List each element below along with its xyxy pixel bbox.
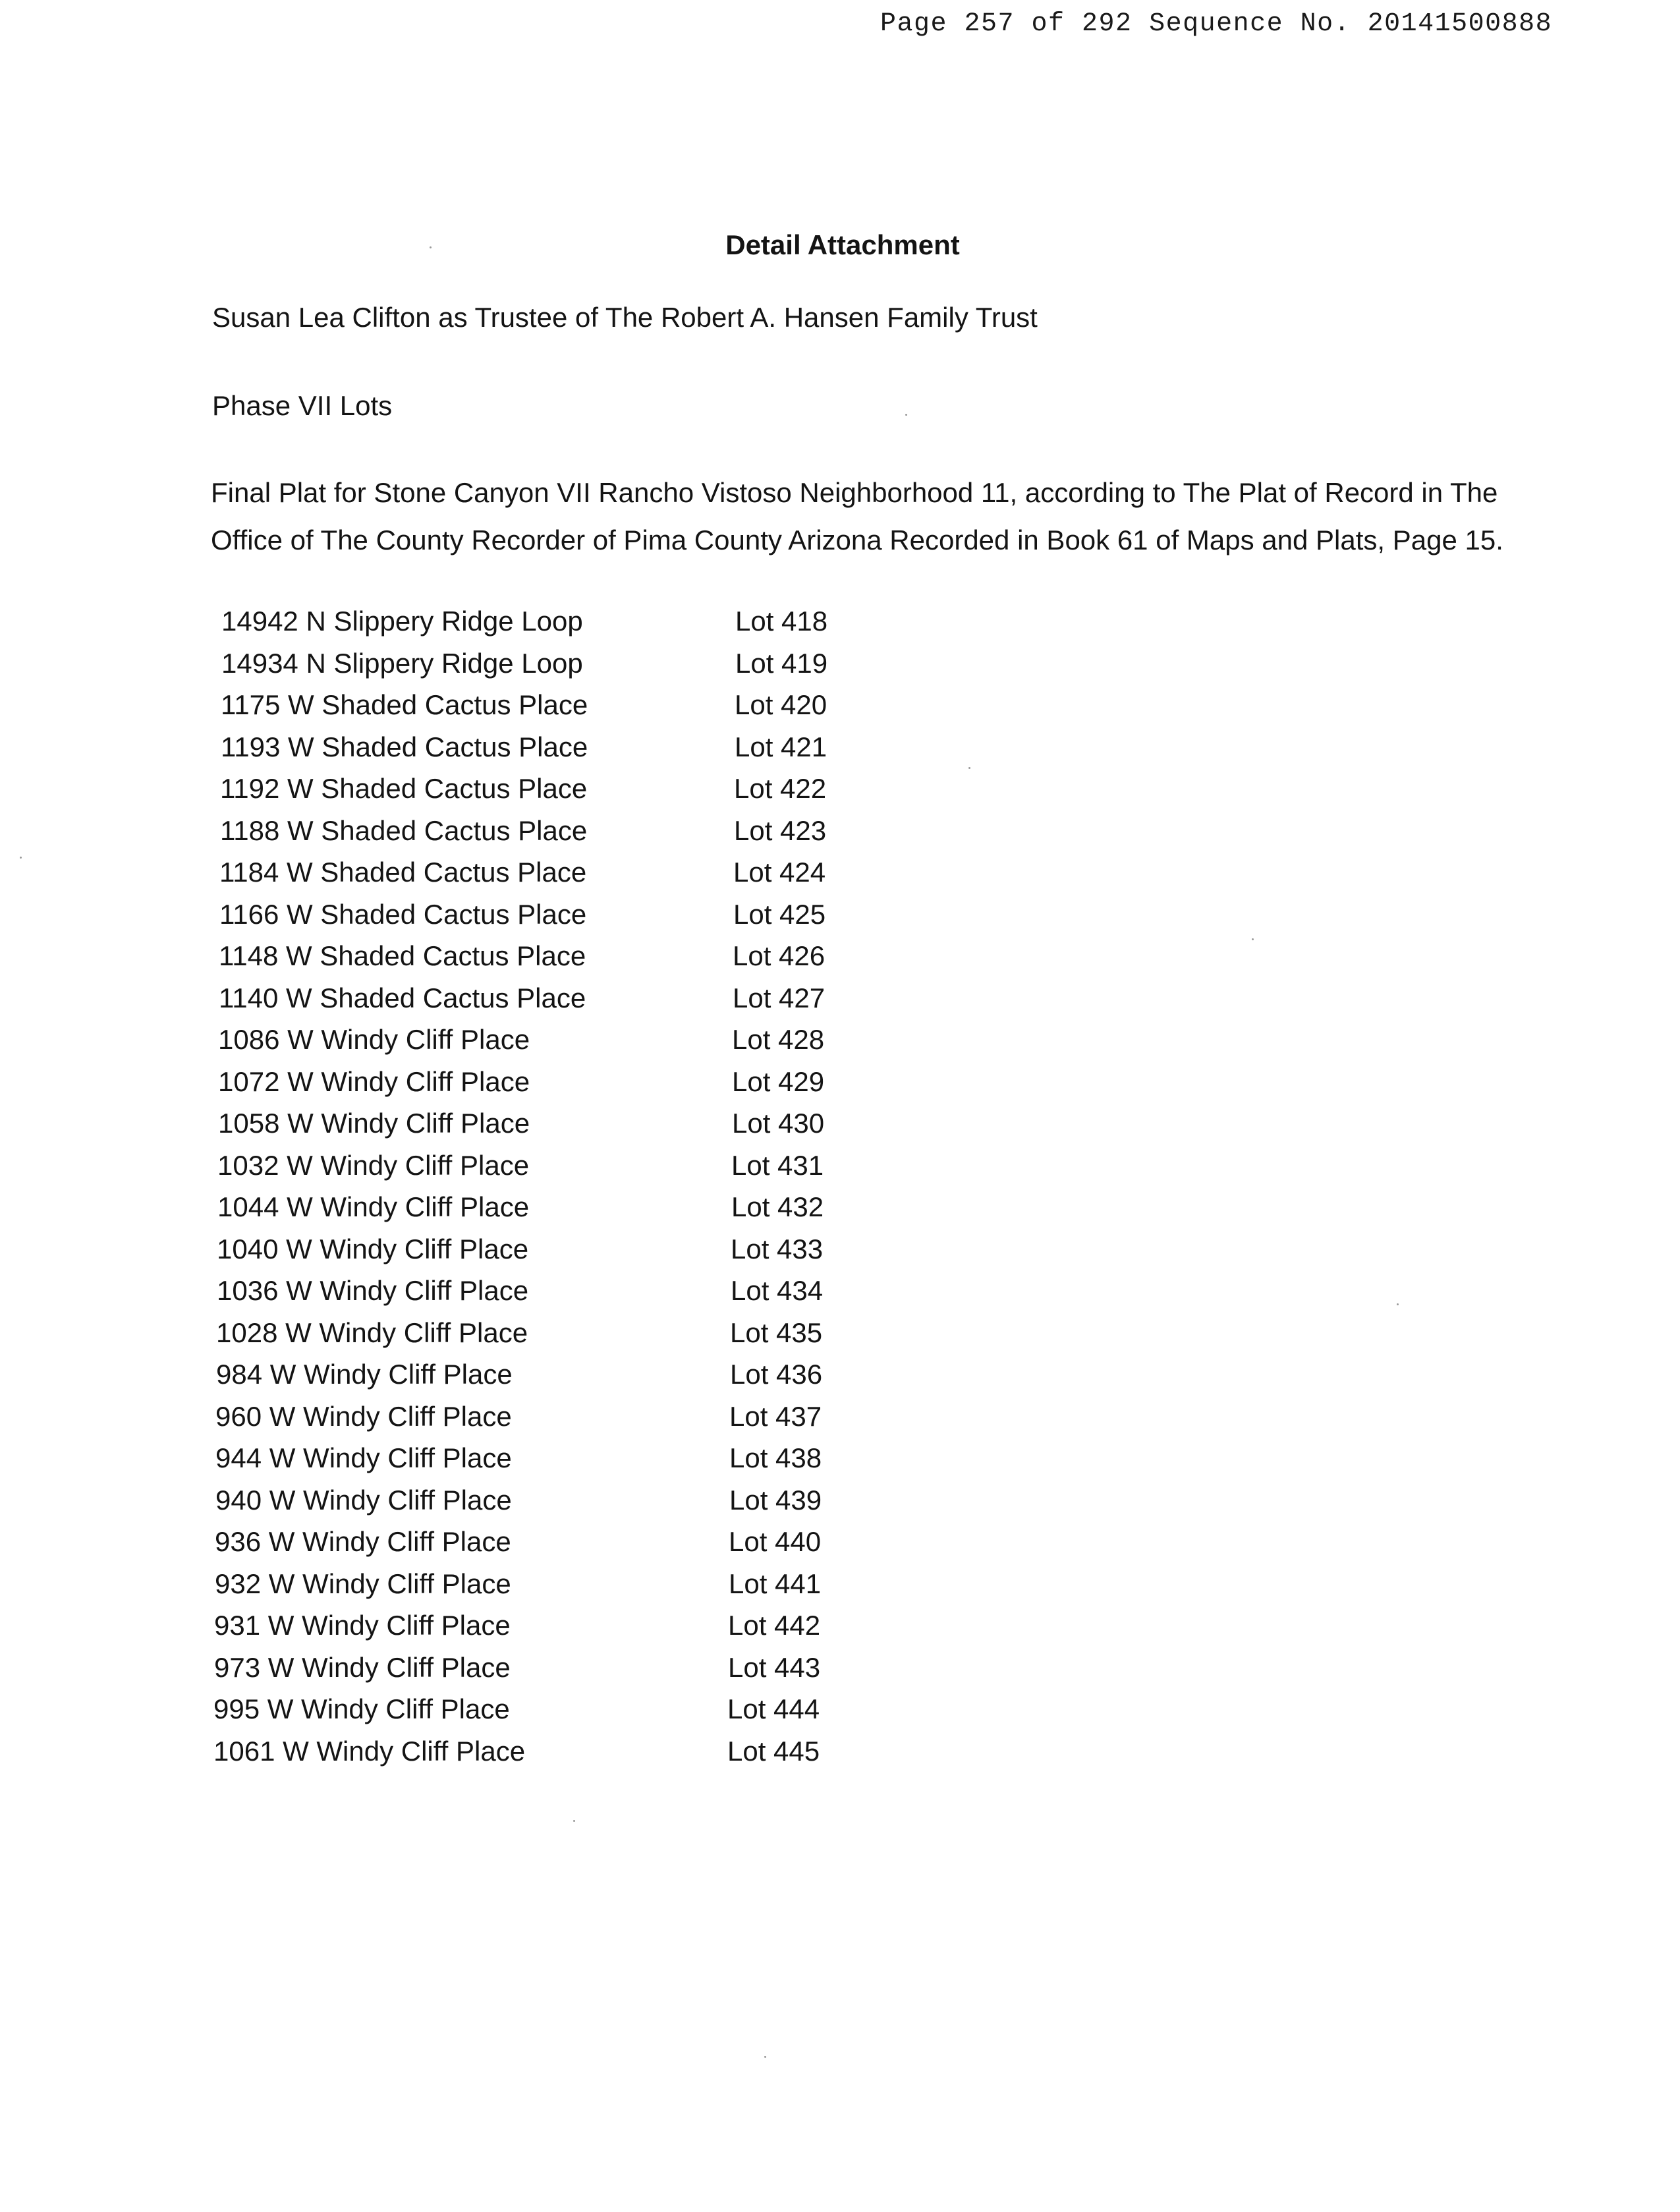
document-title: Detail Attachment [725,229,960,260]
lot-row [203,1526,928,1568]
lot-row [208,899,932,941]
lot-number: Lot 442 [728,1610,821,1641]
lot-address: 1028 W Windy Cliff Place [216,1317,528,1348]
lot-address: 1044 W Windy Cliff Place [217,1191,530,1222]
lot-number: Lot 437 [729,1400,822,1432]
scan-speck [430,246,432,248]
lot-row [207,982,932,1025]
lot-address: 932 W Windy Cliff Place [215,1568,511,1599]
phase-line: Phase VII Lots [212,390,393,421]
document-title-container [0,229,1680,261]
lot-number: Lot 441 [729,1568,822,1599]
lot-number: Lot 420 [735,689,827,720]
lot-address: 960 W Windy Cliff Place [215,1400,512,1432]
lot-address: 1086 W Windy Cliff Place [218,1024,530,1055]
lot-row [203,1568,928,1610]
lot-row [202,1693,926,1736]
lot-number: Lot 425 [733,898,826,930]
lot-number: Lot 432 [731,1191,824,1222]
lot-number: Lot 423 [734,814,827,846]
lot-row [202,1652,927,1694]
lot-address: 1040 W Windy Cliff Place [217,1233,529,1264]
lot-number: Lot 443 [728,1651,821,1683]
lot-address: 14934 N Slippery Ridge Loop [221,647,583,679]
lot-row [208,815,933,857]
lot-number: Lot 426 [733,940,826,971]
page-sequence-header: Page 257 of 292 Sequence No. 20141500888 [880,9,1553,39]
lot-address: 940 W Windy Cliff Place [215,1484,512,1516]
lot-row [206,1191,930,1234]
lot-row [210,606,934,648]
lot-number: Lot 433 [731,1233,824,1264]
lot-address: 1175 W Shaded Cactus Place [221,689,588,720]
lot-address: 1036 W Windy Cliff Place [217,1275,529,1306]
lot-address: 995 W Windy Cliff Place [213,1693,510,1724]
scan-speck [20,857,22,859]
lot-address: 1061 W Windy Cliff Place [213,1735,526,1767]
plat-description-line-1: Final Plat for Stone Canyon VII Rancho Vistoso Neighborhood 11, according to The Plat of Record in The [211,477,1498,508]
lot-row [204,1485,928,1527]
lot-address: 944 W Windy Cliff Place [215,1442,512,1473]
scan-speck [1397,1303,1399,1305]
lot-address: 936 W Windy Cliff Place [215,1526,511,1557]
lot-number: Lot 434 [731,1275,824,1306]
lot-address: 1058 W Windy Cliff Place [218,1108,530,1139]
lot-row [207,940,932,982]
scan-speck [968,767,970,769]
lot-address: 931 W Windy Cliff Place [214,1610,511,1641]
lot-number: Lot 422 [734,773,827,804]
lot-number: Lot 427 [733,982,826,1013]
lot-row [202,1736,926,1778]
lot-row [206,1108,931,1150]
lot-row [209,731,934,774]
lot-number: Lot 445 [727,1735,820,1767]
lot-row [209,689,934,731]
lot-row [208,773,933,815]
scan-speck [905,414,907,416]
lot-address: 984 W Windy Cliff Place [216,1359,513,1390]
lot-number: Lot 424 [733,857,826,888]
lot-number: Lot 418 [735,606,828,637]
lot-number: Lot 435 [730,1317,823,1348]
lot-number: Lot 440 [729,1526,822,1557]
lot-address: 1072 W Windy Cliff Place [218,1065,530,1097]
lot-address: 1184 W Shaded Cactus Place [219,857,587,888]
lot-address: 1148 W Shaded Cactus Place [219,940,586,971]
lot-address: 1192 W Shaded Cactus Place [220,773,588,804]
lot-row [205,1234,930,1276]
scan-speck [1252,938,1254,940]
lot-address: 1193 W Shaded Cactus Place [221,731,588,762]
lot-row [204,1317,929,1359]
lot-number: Lot 421 [735,731,827,762]
lot-address: 14942 N Slippery Ridge Loop [221,606,583,637]
lot-number: Lot 444 [727,1693,820,1724]
scan-speck [764,2056,766,2058]
lot-number: Lot 436 [730,1359,823,1390]
lot-number: Lot 438 [729,1442,822,1473]
lot-row [204,1359,929,1401]
lot-number: Lot 430 [732,1108,825,1139]
lot-row [206,1024,931,1066]
lot-row [202,1610,927,1652]
lot-number: Lot 439 [729,1484,822,1516]
plat-description [211,469,1503,564]
lot-number: Lot 429 [732,1065,825,1097]
lot-row [206,1150,930,1192]
lot-row [205,1275,930,1317]
lot-list [210,606,934,1777]
lot-row [204,1442,928,1485]
lot-address: 1188 W Shaded Cactus Place [220,814,588,846]
lot-row [210,648,934,690]
lot-address: 973 W Windy Cliff Place [214,1651,511,1683]
scan-speck [573,1820,575,1822]
lot-row [208,857,932,899]
lot-number: Lot 431 [731,1149,824,1181]
lot-address: 1032 W Windy Cliff Place [217,1149,530,1181]
trustee-line: Susan Lea Clifton as Trustee of The Robert A. Hansen Family Trust [212,302,1038,333]
lot-number: Lot 428 [732,1024,825,1055]
lot-number: Lot 419 [735,647,828,679]
lot-address: 1140 W Shaded Cactus Place [219,982,586,1013]
lot-row [206,1066,931,1108]
lot-row [204,1401,928,1443]
plat-description-line-2: Office of The County Recorder of Pima County Arizona Recorded in Book 61 of Maps and Plats, Page 15. [211,525,1503,555]
lot-address: 1166 W Shaded Cactus Place [219,898,587,930]
